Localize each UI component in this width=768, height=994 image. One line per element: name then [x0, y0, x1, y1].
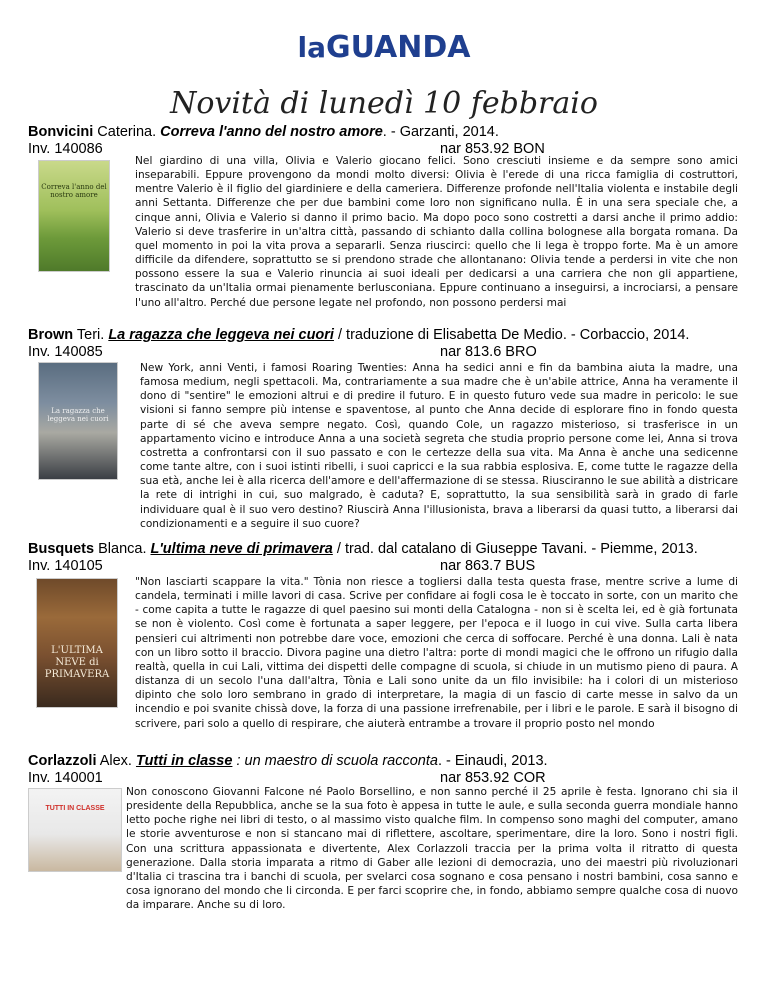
book-title: L'ultima neve di primavera: [150, 541, 333, 557]
book-cover: [36, 578, 118, 708]
book-heading: [28, 124, 748, 141]
publisher-logo: [0, 30, 768, 65]
book-publication: . - Einaudi, 2013.: [437, 753, 548, 769]
book-description: "Non lasciarti scappare la vita." Tònia non riesce a togliersi dalla testa questa frase, mentre scrive a lume di candela, terminati i mille lavori di casa. Scrive per confidare ai fogli cosa le è toccato in sorte, con un marito che - come capita a tutte le ragazze di quel paesino sui monti della Catalogna - non si è scelta lei, ed è già fortunata se non è violento. Così come è fortunata a saper leggere, per l'epoca e il luogo in cui vive. Sulla carta libera pensieri cui altrimenti non potrebbe dare voce, emozioni che cerca di soffocare. Perché è una donna. Lali è nata con un libro sotto il braccio. Divora pagine una dietro l'altra: porte di mondi magici che le offrono un rifugio dalla realtà, quella in cui Lali, vittima dei dispetti delle compagne di scuola, si chiude in un mutismo pieno di paura. A distanza di un secolo l'una dall'altra, Tònia e Lali sono unite da un filo invisibile: ha i colori di un misterioso dipinto che solo loro sembrano in grado di interpretare, la magia di un fascio di carte messe in salvo da un incendio e poi svanite chissà dove, la forza di una passione irrefrenabile, per i libri e le parole. E sarà il bisogno di scrivere, pari solo a quello di respirare, che aiuterà entrambe a trovare il proprio posto nel mondo: [135, 576, 738, 730]
inventory-number: Inv. 140105: [28, 558, 103, 574]
author-name: Caterina.: [93, 124, 161, 140]
inventory-number: Inv. 140085: [28, 344, 103, 360]
book-publication: . - Garzanti, 2014.: [382, 124, 499, 140]
cover-title: L'ULTIMA NEVE di PRIMAVERA: [44, 645, 110, 680]
book-heading: [28, 327, 748, 344]
author-name: Blanca.: [94, 541, 151, 557]
cover-title: TUTTI IN CLASSE: [45, 805, 105, 812]
book-cover: [38, 362, 118, 480]
book-subtitle: : un maestro di scuola racconta: [232, 753, 438, 769]
inventory-number: Inv. 140001: [28, 770, 103, 786]
author-surname: Busquets: [28, 541, 95, 557]
shelf-mark: nar 813.6 BRO: [440, 344, 537, 360]
logo-prefix: la: [297, 31, 326, 64]
author-name: Teri.: [73, 327, 109, 343]
book-entry: [28, 753, 748, 788]
book-cover: [28, 788, 122, 872]
author-surname: Corlazzoli: [28, 753, 97, 769]
book-heading: [28, 541, 748, 558]
book-title: La ragazza che leggeva nei cuori: [108, 327, 334, 343]
book-description: New York, anni Venti, i famosi Roaring Twenties: Anna ha sedici anni e fin da bambina aiuta la madre, una famosa medium, negli spettacoli. Ma, contrariamente a sua madre che è un'abile attrice, Anna ha veramente il dono di "sentire" le emozioni altrui e di predire il futuro. E in questo futuro vede sua madre in pericolo: le sue visioni si fanno sempre più intense e spaventose, al punto che Anna decide di esplorare fino in fondo questa parte di sé che aveva sempre negato. Così, quando Cole, un ragazzo misterioso, si trasferisce in un appartamento vicino e introduce Anna a una società segreta che studia proprio persone come lei, Anna si trova costretta a confrontarsi con il suo passato e con le certezze della sua vita. Ma Anna è anche una sedicenne come tante altre, con i suoi istinti ribelli, i suoi capricci e la sua rabbia esplosiva. E, come tutte le ragazze della sua età, anche lei è alla ricerca dell'amore e dell'affermazione di se stessa. Riusciranno le sue abilità a districare la rete di intrighi in cui, suo malgrado, è caduta? E, soprattutto, la sua sensibilità sarà in grado di farle individuare qual è il suo vero destino? Riuscirà Anna l'illusionista, brava a liberarsi da quasi tutto, a liberarsi dai condizionamenti e a seguire il suo cuore?: [140, 362, 738, 530]
book-title: Correva l'anno del nostro amore: [160, 124, 383, 140]
shelf-mark: nar 853.92 COR: [440, 770, 546, 786]
shelf-mark: nar 863.7 BUS: [440, 558, 536, 574]
book-description: Non conoscono Giovanni Falcone né Paolo Borsellino, e non sanno perché il 25 aprile è festa. Ignorano chi sia il presidente della Repubblica, anche se la sua foto è appesa in tutte le aule, e sulla seconda guerra mondiale hanno letto poche righe nei libri di testo, o al massimo visto qualche film. In compenso sono maghi del computer, amano le storie avventurose e non si stancano mai di riflettere, ascoltare, sperimentare, dire la loro. Sono i nostri figli. Con una scrittura appassionata e divertente, Alex Corlazzoli traccia per la prima volta il ritratto di questa generazione. Dalla storia imparata a ritmo di Gaber alle lezioni di democrazia, uno dei maestri più rivoluzionari d'Italia ci trascina tra i banchi di scuola, per svelarci cosa sognano e cosa pensano i nostri bambini, cosa sanno e cosa ignorano del mondo che li circonda. E per farci scoprire che, in fondo, abbiamo sempre qualche cosa di nuovo da imparare. Anche su di loro.: [126, 786, 738, 912]
cover-title: Correva l'anno del nostro amore: [41, 183, 107, 199]
author-surname: Bonvicini: [28, 124, 94, 140]
logo-main: GUANDA: [325, 30, 471, 65]
book-cover: [38, 160, 110, 272]
book-location: [28, 344, 748, 362]
inventory-number: Inv. 140086: [28, 141, 103, 157]
book-heading: [28, 753, 748, 770]
author-surname: Brown: [28, 327, 74, 343]
book-entry: [28, 327, 748, 362]
book-publication: / trad. dal catalano di Giuseppe Tavani. - Piemme, 2013.: [332, 541, 698, 557]
book-title: Tutti in classe: [135, 753, 233, 769]
book-description: Nel giardino di una villa, Olivia e Valerio giocano felici. Sono cresciuti insieme e da sempre sono amici inseparabili. Eppure provengono da mondi molto diversi: Olivia è l'erede di una ricca famiglia di costruttori, mentre Valerio è il figlio del giardiniere e della cameriera. Differenze profonde nell'Italia violenta e instabile degli anni Settanta. Differenze che per due bambini come loro non significano nulla. È in una sera speciale che, a cinque anni, Olivia e Valerio si danno il primo bacio. Ma dopo poco sono costretti a darsi anche il primo addio: Valerio si deve trasferire in un'altra città, passando di schianto dalla collina bolognese alla borgata romana. Da quel momento in poi la vita prova a separarli. Senza riuscirci: quello che li lega è troppo forte. Ma è un amore difficile da difendere, soprattutto se si prendono strade che allontanano: Olivia tende a perdersi in vite che non possono essere la sua e Valerio rinuncia ai suoi ideali per dedicarsi a una carriera che non gli appartiene, trascinato da un'Italia ormai pienamente berlusconiana. Eppure continuano a inseguirsi, a incrociarsi, a pensare l'uno all'altro. Perché due persone legate nel profondo, non possono perdersi mai: [135, 155, 738, 309]
book-entry: [28, 541, 748, 576]
book-location: [28, 558, 748, 576]
author-name: Alex.: [96, 753, 136, 769]
book-publication: / traduzione di Elisabetta De Medio. - Corbaccio, 2014.: [333, 327, 690, 343]
shelf-mark: nar 853.92 BON: [440, 141, 545, 157]
cover-title: La ragazza che leggeva nei cuori: [47, 407, 109, 423]
page-title: Novità di lunedì 10 febbraio: [170, 86, 598, 121]
